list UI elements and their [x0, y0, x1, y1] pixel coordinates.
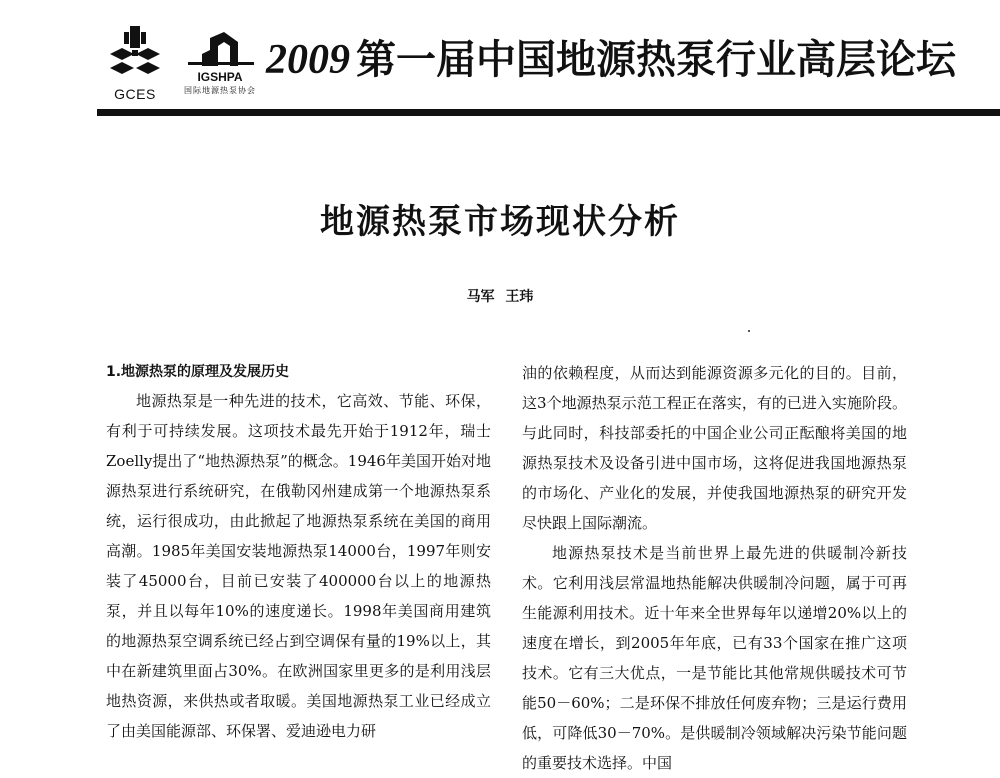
gces-label: GCES — [114, 86, 156, 102]
conference-year: 2009 — [266, 37, 350, 83]
right-column — [522, 358, 907, 778]
section-heading: 1.地源热泵的原理及发展历史 — [106, 364, 290, 380]
gces-emblem-icon — [104, 24, 166, 84]
conference-name: 第一届中国地源热泵行业高层论坛 — [356, 36, 956, 83]
conference-title — [266, 36, 956, 84]
left-column — [106, 358, 491, 746]
body-paragraph: 地源热泵技术是当前世界上最先进的供暖制冷新技术。它利用浅层常温地热能解决供暖制冷问题，属于可再生能源利用技术。近十年来全世界每年以递增20%以上的速度在增长，到2005年年底，已有33个国家在推广这项技术。它有三大优点，一是节能比其他常规供暖技术可节能50－60%；二是环保不排放任何废弃物；三是运行费用低，可降低30－70%。是供暖制冷领域解决污染节能问题的重要技术选择。中国 — [522, 544, 907, 772]
scan-speck — [748, 330, 750, 332]
body-paragraph: 油的依赖程度，从而达到能源资源多元化的目的。目前，这3个地源热泵示范工程正在落实，有的已进入实施阶段。与此同时，科技部委托的中国企业公司正酝酿将美国的地源热泵技术及设备引进中国市场，这将促进我国地源热泵的市场化、产业化的发展，并使我国地源热泵的研究开发尽快跟上国际潮流。 — [522, 364, 907, 532]
body-paragraph: 地源热泵是一种先进的技术，它高效、节能、环保，有利于可持续发展。这项技术最先开始于1912年，瑞士Zoelly提出了“地热源热泵”的概念。1946年美国开始对地源热泵进行系统研究，在俄勒冈州建成第一个地源热泵系统，运行很成功，由此掀起了地源热泵系统在美国的商用高潮。1985年美国安装地源热泵14000台，1997年则安装了45000台，目前已安装了400000台以上的地源热泵，并且以每年10%的速度递长。1998年美国商用建筑的地源热泵空调系统已经占到空调保有量的19%以上，其中在新建筑里面占30%。在欧洲国家里更多的是利用浅层地热资源，来供热或者取暖。美国地源热泵工业已经成立了由美国能源部、环保署、爱迪逊电力研 — [106, 392, 491, 740]
page-header — [0, 0, 1000, 118]
igshpa-emblem-icon — [180, 30, 260, 70]
header-rule — [97, 109, 1000, 116]
gces-logo — [104, 24, 166, 104]
igshpa-logo — [180, 30, 260, 100]
igshpa-subtitle: 国际地源热泵协会 — [184, 86, 256, 95]
article-authors: 马军 王玮 — [466, 289, 534, 305]
article-title: 地源热泵市场现状分析 — [320, 202, 680, 242]
igshpa-label: IGSHPA — [197, 70, 243, 84]
